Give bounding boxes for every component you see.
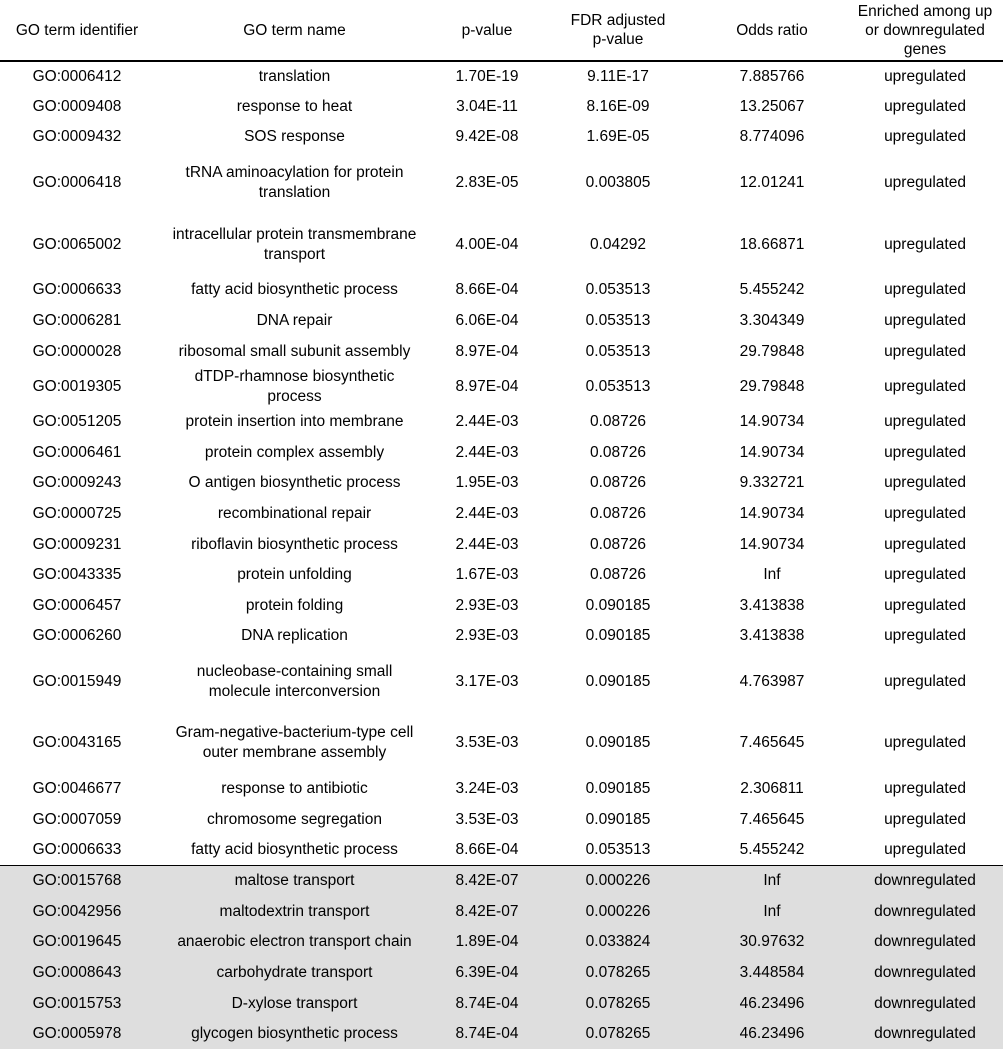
- odds-ratio-cell: 3.448584: [697, 958, 847, 989]
- p-value-cell: 2.93E-03: [455, 596, 519, 614]
- p-value-cell: 9.42E-08: [455, 128, 519, 146]
- table-row: [0, 529, 1003, 560]
- direction-cell: upregulated: [884, 312, 966, 330]
- p-value-cell: 8.97E-04: [455, 342, 519, 360]
- go-term-id-cell: GO:0006457: [32, 596, 122, 614]
- go-term-id-cell: GO:0065002: [32, 235, 122, 253]
- direction-cell: upregulated: [884, 780, 966, 798]
- go-term-id-cell: GO:0019305: [32, 377, 122, 395]
- direction-cell: upregulated: [884, 67, 966, 85]
- odds-ratio-cell: 5.455242: [739, 841, 805, 859]
- fdr-cell: 0.08726: [589, 474, 647, 492]
- table-row: [0, 468, 1003, 499]
- table-row: [0, 275, 1003, 306]
- fdr-cell: 0.078265: [539, 1019, 697, 1049]
- header-go-term-identifier: GO term identifier: [0, 0, 154, 61]
- table-row: [0, 774, 1003, 805]
- fdr-cell: 0.053513: [585, 377, 651, 395]
- table-row: [0, 92, 1003, 123]
- direction-cell: upregulated: [884, 235, 966, 253]
- go-term-id-cell: GO:0000725: [32, 505, 122, 523]
- p-value-cell: 1.67E-03: [455, 566, 519, 584]
- odds-ratio-cell: 7.465645: [739, 810, 805, 828]
- go-term-id-cell: GO:0043165: [32, 734, 122, 752]
- go-term-id-cell: GO:0005978: [0, 1019, 154, 1049]
- p-value-cell: 3.04E-11: [456, 97, 518, 115]
- direction-cell: upregulated: [884, 128, 966, 146]
- direction-cell: upregulated: [884, 174, 966, 192]
- go-term-id-cell: GO:0015949: [32, 673, 122, 691]
- direction-cell: downregulated: [847, 927, 1003, 958]
- direction-cell: upregulated: [884, 734, 966, 752]
- go-term-name-cell: SOS response: [244, 128, 345, 146]
- go-term-name-cell: maltose transport: [154, 866, 435, 897]
- header-odds-ratio: Odds ratio: [697, 0, 847, 61]
- go-term-id-cell: GO:0006260: [32, 627, 122, 645]
- table-row: [0, 621, 1003, 652]
- go-term-id-cell: GO:0009432: [32, 128, 122, 146]
- odds-ratio-cell: 14.90734: [739, 535, 805, 553]
- direction-cell: upregulated: [884, 596, 966, 614]
- fdr-cell: 9.11E-17: [587, 67, 649, 85]
- go-term-name-cell: D-xylose transport: [154, 988, 435, 1019]
- odds-ratio-cell: 14.90734: [739, 443, 805, 461]
- go-term-name-cell: chromosome segregation: [207, 810, 382, 828]
- fdr-cell: 0.090185: [585, 734, 651, 752]
- go-term-name-cell: Gram-negative-bacterium-type cell outer membrane assembly: [175, 724, 414, 762]
- go-term-name-cell: protein insertion into membrane: [185, 413, 404, 431]
- go-term-name-cell: response to antibiotic: [221, 780, 368, 798]
- table-row: [0, 988, 1003, 1019]
- go-term-id-cell: GO:0009408: [32, 97, 122, 115]
- p-value-cell: 8.42E-07: [435, 896, 539, 927]
- p-value-cell: 3.53E-03: [455, 810, 519, 828]
- go-term-name-cell: response to heat: [236, 97, 353, 115]
- odds-ratio-cell: Inf: [697, 866, 847, 897]
- fdr-cell: 0.08726: [589, 535, 647, 553]
- table-row: [0, 652, 1003, 713]
- odds-ratio-cell: 13.25067: [739, 97, 805, 115]
- fdr-cell: 0.053513: [585, 312, 651, 330]
- go-term-id-cell: GO:0008643: [0, 958, 154, 989]
- go-term-id-cell: GO:0051205: [32, 413, 122, 431]
- table-row: [0, 713, 1003, 774]
- table-row: [0, 438, 1003, 469]
- go-term-id-cell: GO:0009231: [32, 535, 122, 553]
- go-term-name-cell: glycogen biosynthetic process: [154, 1019, 435, 1049]
- go-term-id-cell: GO:0046677: [32, 780, 122, 798]
- p-value-cell: 8.74E-04: [435, 988, 539, 1019]
- odds-ratio-cell: 30.97632: [697, 927, 847, 958]
- fdr-cell: 0.053513: [585, 841, 651, 859]
- direction-cell: upregulated: [884, 474, 966, 492]
- fdr-cell: 0.000226: [539, 866, 697, 897]
- direction-cell: upregulated: [884, 535, 966, 553]
- direction-cell: upregulated: [884, 97, 966, 115]
- direction-cell: upregulated: [884, 505, 966, 523]
- p-value-cell: 8.66E-04: [455, 841, 519, 859]
- fdr-cell: 0.000226: [539, 896, 697, 927]
- header-enrichment-direction: Enriched among up or downregulated genes: [847, 0, 1003, 61]
- direction-cell: upregulated: [884, 281, 966, 299]
- go-term-name-cell: DNA replication: [241, 627, 348, 645]
- go-term-id-cell: GO:0000028: [32, 342, 122, 360]
- go-term-name-cell: protein unfolding: [237, 566, 352, 584]
- table-row: [0, 866, 1003, 897]
- header-go-term-name: GO term name: [154, 0, 435, 61]
- go-term-id-cell: GO:0006633: [32, 281, 122, 299]
- table-row: [0, 835, 1003, 866]
- table-row: [0, 499, 1003, 530]
- go-term-id-cell: GO:0006281: [32, 312, 122, 330]
- table-row: [0, 153, 1003, 214]
- table-row: [0, 896, 1003, 927]
- fdr-cell: 1.69E-05: [586, 128, 650, 146]
- table-row: [0, 927, 1003, 958]
- odds-ratio-cell: 29.79848: [739, 377, 805, 395]
- odds-ratio-cell: Inf: [697, 896, 847, 927]
- p-value-cell: 2.44E-03: [455, 535, 519, 553]
- fdr-cell: 0.053513: [585, 342, 651, 360]
- odds-ratio-cell: 14.90734: [739, 505, 805, 523]
- table-row: [0, 61, 1003, 92]
- p-value-cell: 1.95E-03: [455, 474, 519, 492]
- go-term-id-cell: GO:0019645: [0, 927, 154, 958]
- p-value-cell: 6.39E-04: [435, 958, 539, 989]
- direction-cell: upregulated: [884, 841, 966, 859]
- direction-cell: downregulated: [847, 1019, 1003, 1049]
- fdr-cell: 0.090185: [585, 810, 651, 828]
- go-term-id-cell: GO:0015753: [0, 988, 154, 1019]
- table-body: [0, 61, 1003, 1049]
- p-value-cell: 2.83E-05: [455, 174, 519, 192]
- p-value-cell: 6.06E-04: [455, 312, 519, 330]
- go-term-id-cell: GO:0006633: [32, 841, 122, 859]
- direction-cell: downregulated: [847, 866, 1003, 897]
- fdr-cell: 0.033824: [539, 927, 697, 958]
- go-term-name-cell: maltodextrin transport: [154, 896, 435, 927]
- go-term-name-cell: intracellular protein transmembrane transport: [172, 225, 417, 263]
- go-term-name-cell: nucleobase-containing small molecule interconversion: [196, 663, 393, 701]
- p-value-cell: 8.66E-04: [455, 281, 519, 299]
- fdr-cell: 0.090185: [585, 673, 651, 691]
- header-row: [0, 0, 1003, 61]
- table-row: [0, 805, 1003, 836]
- odds-ratio-cell: 2.306811: [740, 780, 804, 798]
- go-term-name-cell: fatty acid biosynthetic process: [191, 841, 398, 859]
- p-value-cell: 8.97E-04: [455, 377, 519, 395]
- direction-cell: downregulated: [847, 988, 1003, 1019]
- header-fdr-adjusted-p-value: FDR adjusted p-value: [539, 0, 697, 61]
- odds-ratio-cell: 3.413838: [739, 596, 805, 614]
- p-value-cell: 3.17E-03: [455, 673, 519, 691]
- go-term-name-cell: riboflavin biosynthetic process: [191, 535, 398, 553]
- go-term-id-cell: GO:0007059: [32, 810, 122, 828]
- p-value-cell: 2.44E-03: [455, 505, 519, 523]
- table-row: [0, 306, 1003, 337]
- table-row: [0, 591, 1003, 622]
- fdr-cell: 0.078265: [539, 958, 697, 989]
- odds-ratio-cell: 5.455242: [739, 281, 805, 299]
- go-term-name-cell: dTDP-rhamnose biosynthetic process: [194, 367, 395, 405]
- fdr-cell: 0.090185: [585, 627, 651, 645]
- go-term-id-cell: GO:0006461: [32, 443, 122, 461]
- odds-ratio-cell: 3.304349: [739, 312, 805, 330]
- direction-cell: upregulated: [884, 810, 966, 828]
- direction-cell: upregulated: [884, 566, 966, 584]
- direction-cell: downregulated: [847, 896, 1003, 927]
- direction-cell: upregulated: [884, 342, 966, 360]
- p-value-cell: 3.53E-03: [455, 734, 519, 752]
- p-value-cell: 3.24E-03: [455, 780, 519, 798]
- direction-cell: upregulated: [884, 673, 966, 691]
- odds-ratio-cell: 46.23496: [697, 988, 847, 1019]
- go-term-name-cell: DNA repair: [256, 312, 333, 330]
- table-row: [0, 407, 1003, 438]
- table-row: [0, 1019, 1003, 1049]
- table-row: [0, 214, 1003, 275]
- table-row: [0, 560, 1003, 591]
- table-row: [0, 336, 1003, 367]
- fdr-cell: 0.053513: [585, 281, 651, 299]
- go-term-id-cell: GO:0006418: [32, 174, 122, 192]
- p-value-cell: 1.70E-19: [455, 67, 519, 85]
- p-value-cell: 8.74E-04: [435, 1019, 539, 1049]
- fdr-cell: 0.003805: [585, 174, 651, 192]
- fdr-cell: 0.08726: [589, 505, 647, 523]
- go-term-name-cell: fatty acid biosynthetic process: [191, 281, 398, 299]
- go-term-name-cell: tRNA aminoacylation for protein translation: [185, 164, 404, 202]
- p-value-cell: 2.44E-03: [455, 443, 519, 461]
- go-term-name-cell: protein complex assembly: [204, 443, 385, 461]
- p-value-cell: 4.00E-04: [455, 235, 519, 253]
- go-term-id-cell: GO:0043335: [32, 566, 122, 584]
- odds-ratio-cell: 7.885766: [739, 67, 805, 85]
- header-p-value: p-value: [435, 0, 539, 61]
- go-term-name-cell: carbohydrate transport: [154, 958, 435, 989]
- go-term-id-cell: GO:0015768: [0, 866, 154, 897]
- odds-ratio-cell: 7.465645: [739, 734, 805, 752]
- direction-cell: upregulated: [884, 377, 966, 395]
- fdr-cell: 0.08726: [589, 443, 647, 461]
- go-term-name-cell: translation: [258, 67, 331, 85]
- odds-ratio-cell: 9.332721: [739, 474, 805, 492]
- table-row: [0, 958, 1003, 989]
- odds-ratio-cell: 8.774096: [739, 128, 805, 146]
- odds-ratio-cell: 4.763987: [739, 673, 805, 691]
- table-row: [0, 367, 1003, 407]
- fdr-cell: 0.078265: [539, 988, 697, 1019]
- go-term-name-cell: protein folding: [245, 596, 344, 614]
- direction-cell: downregulated: [847, 958, 1003, 989]
- direction-cell: upregulated: [884, 443, 966, 461]
- go-term-name-cell: anaerobic electron transport chain: [154, 927, 435, 958]
- odds-ratio-cell: Inf: [763, 566, 781, 584]
- odds-ratio-cell: 18.66871: [739, 235, 805, 253]
- table-row: [0, 122, 1003, 153]
- go-term-id-cell: GO:0009243: [32, 474, 122, 492]
- odds-ratio-cell: 3.413838: [739, 627, 805, 645]
- fdr-cell: 0.08726: [589, 413, 647, 431]
- odds-ratio-cell: 14.90734: [739, 413, 805, 431]
- p-value-cell: 8.42E-07: [435, 866, 539, 897]
- go-term-id-cell: GO:0006412: [32, 67, 122, 85]
- p-value-cell: 1.89E-04: [435, 927, 539, 958]
- table-header: [0, 0, 1003, 61]
- odds-ratio-cell: 29.79848: [739, 342, 805, 360]
- p-value-cell: 2.93E-03: [455, 627, 519, 645]
- go-term-name-cell: ribosomal small subunit assembly: [178, 342, 411, 360]
- odds-ratio-cell: 12.01241: [739, 174, 805, 192]
- fdr-cell: 0.090185: [585, 596, 651, 614]
- fdr-cell: 0.04292: [589, 235, 647, 253]
- go-term-id-cell: GO:0042956: [0, 896, 154, 927]
- fdr-cell: 0.08726: [589, 566, 647, 584]
- direction-cell: upregulated: [884, 627, 966, 645]
- go-term-name-cell: O antigen biosynthetic process: [188, 474, 401, 492]
- fdr-cell: 8.16E-09: [586, 97, 650, 115]
- p-value-cell: 2.44E-03: [455, 413, 519, 431]
- direction-cell: upregulated: [884, 413, 966, 431]
- odds-ratio-cell: 46.23496: [697, 1019, 847, 1049]
- fdr-cell: 0.090185: [585, 780, 651, 798]
- go-term-name-cell: recombinational repair: [217, 505, 372, 523]
